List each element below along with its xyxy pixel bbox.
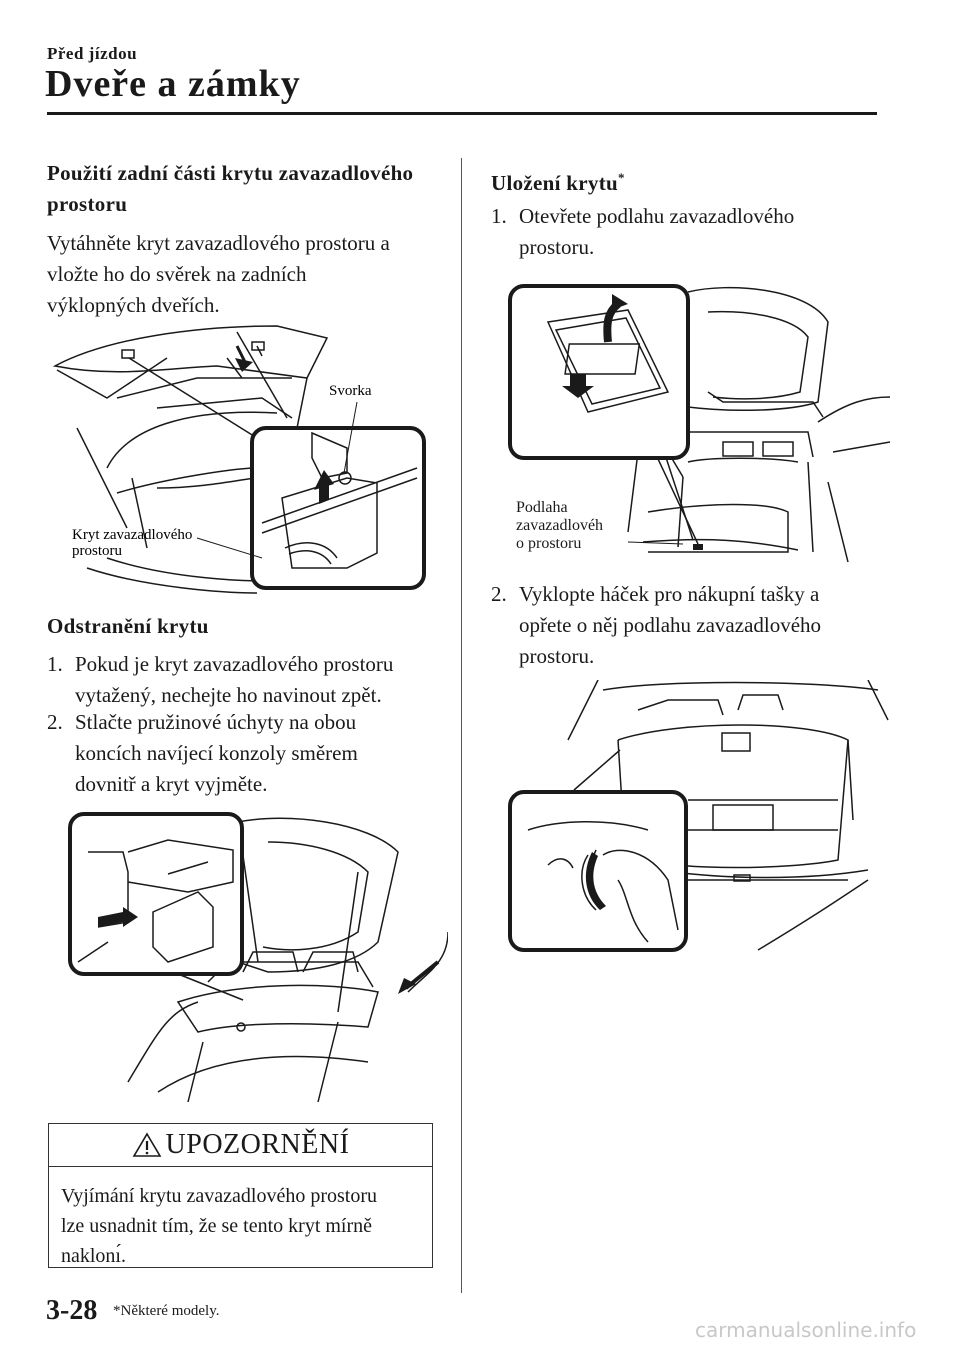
step-text: Vyklopte háček pro nákupní tašky a — [519, 582, 820, 606]
figure-cargo-cover-clip — [47, 318, 437, 598]
list-item — [47, 707, 447, 800]
figure-label-floor-line2: zavazadlovéh — [516, 517, 604, 534]
figure-label-clip: Svorka — [329, 383, 372, 399]
list-item — [491, 579, 891, 672]
figure-label-cover-line2: prostoru — [72, 543, 122, 559]
step-number: 1. — [47, 652, 63, 676]
heading-line: Použití zadní části krytu zavazadlového — [47, 161, 414, 185]
paragraph-line: výklopných dveřích. — [47, 293, 220, 317]
paragraph-instructions — [47, 228, 447, 321]
step-number: 1. — [491, 204, 507, 228]
caution-line: Vyjímání krytu zavazadlového prostoru — [61, 1185, 378, 1207]
figure-cover-removal — [68, 812, 448, 1102]
paragraph-line: vložte ho do svěrek na zadních — [47, 262, 307, 286]
step-text: prostoru. — [519, 235, 595, 259]
caution-line: lze usnadnit tím, že se tento kryt mírně — [61, 1215, 373, 1237]
step-text: Pokud je kryt zavazadlového prostoru — [75, 652, 394, 676]
heading-line: prostoru — [47, 192, 128, 216]
column-divider — [461, 158, 462, 1293]
section-label: Před jízdou — [47, 44, 138, 63]
heading-footnote-mark: * — [617, 170, 625, 185]
step-number: 2. — [47, 710, 63, 734]
step-text: opřete o něj podlahu zavazadlového — [519, 613, 822, 637]
figure-open-floor — [508, 282, 890, 574]
figure-label-floor-line1: Podlaha — [516, 499, 568, 516]
heading-remove-cover: Odstranění krytu — [47, 614, 209, 638]
title-rule — [47, 112, 877, 115]
caution-header — [49, 1124, 432, 1167]
caution-line: naklonı́. — [61, 1245, 126, 1267]
step-text: vytažený, nechejte ho navinout zpět. — [75, 683, 382, 707]
paragraph-line: Vytáhněte kryt zavazadlového prostoru a — [47, 231, 390, 255]
figure-label-cover-line1: Kryt zavazadlového — [72, 527, 193, 543]
chapter-title: Dveře a zámky — [45, 63, 301, 105]
heading-use-rear-cover — [47, 158, 447, 220]
caution-title: UPOZORNĚNÍ — [165, 1129, 350, 1160]
warning-icon — [132, 1132, 162, 1158]
footnote: *Některé modely. — [113, 1303, 220, 1319]
caution-text — [49, 1167, 432, 1271]
step-text: Stlačte pružinové úchyty na obou — [75, 710, 357, 734]
figure-label-floor-line3: o prostoru — [516, 535, 582, 552]
caution-box — [48, 1123, 433, 1268]
heading-store-cover — [491, 162, 625, 199]
step-text: koncích navíjecí konzoly směrem — [75, 741, 358, 765]
step-number: 2. — [491, 582, 507, 606]
watermark: carmanualsonline.info — [695, 1318, 917, 1342]
list-item — [47, 649, 447, 711]
list-item — [491, 201, 891, 263]
step-text: prostoru. — [519, 644, 595, 668]
figure-shopping-hook — [508, 680, 890, 952]
page-number: 3-28 — [46, 1295, 98, 1326]
step-text: dovnitř a kryt vyjměte. — [75, 772, 268, 796]
heading-text: Uložení krytu — [491, 171, 618, 195]
step-text: Otevřete podlahu zavazadlového — [519, 204, 795, 228]
